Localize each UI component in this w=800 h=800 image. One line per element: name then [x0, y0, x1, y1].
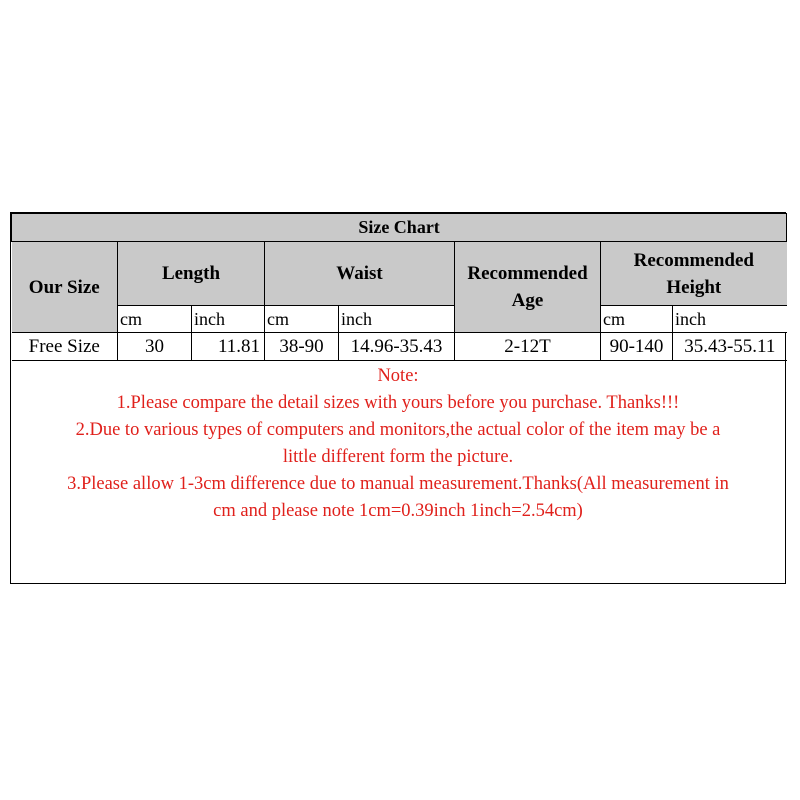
note-heading: Note:	[377, 366, 419, 386]
header-age-line1: Recommended	[467, 263, 588, 284]
unit-height-cm: cm	[601, 306, 673, 333]
cell-age: 2-12T	[455, 333, 601, 361]
unit-length-cm: cm	[118, 306, 192, 333]
header-waist: Waist	[265, 242, 455, 306]
cell-waist-inch: 14.96-35.43	[339, 333, 455, 361]
note-line-2a: 2.Due to various types of computers and monitors,the actual color of the item may be a	[75, 420, 721, 440]
header-recommended-height	[601, 242, 787, 306]
header-height-line1: Recommended	[633, 249, 754, 271]
header-recommended-age	[455, 242, 601, 333]
note-line-3b: cm and please note 1cm=0.39inch 1inch=2.54cm)	[213, 501, 583, 521]
unit-length-inch: inch	[192, 306, 265, 333]
unit-waist-inch: inch	[339, 306, 455, 333]
header-height-line2: Height	[666, 276, 722, 298]
header-length: Length	[118, 242, 265, 306]
cell-waist-cm: 38-90	[265, 333, 339, 361]
cell-length-inch: 11.81	[192, 333, 265, 361]
cell-size: Free Size	[12, 333, 118, 361]
note-line-2b: little different form the picture.	[282, 447, 514, 467]
cell-height-cm: 90-140	[601, 333, 673, 361]
cell-height-inch: 35.43-55.11	[673, 333, 787, 361]
unit-waist-cm: cm	[265, 306, 339, 333]
table-title: Size Chart	[12, 214, 787, 242]
size-chart	[10, 212, 786, 584]
size-table	[11, 213, 787, 361]
note-line-3a: 3.Please allow 1-3cm difference due to manual measurement.Thanks(All measurement in	[67, 474, 729, 494]
header-age-line2: Age	[511, 290, 544, 311]
cell-length-cm: 30	[118, 333, 192, 361]
notes	[11, 363, 785, 525]
unit-height-inch: inch	[673, 306, 787, 333]
note-line-1: 1.Please compare the detail sizes with yours before you purchase. Thanks!!!	[116, 393, 680, 413]
table-row	[12, 333, 787, 361]
header-our-size: Our Size	[12, 242, 118, 333]
